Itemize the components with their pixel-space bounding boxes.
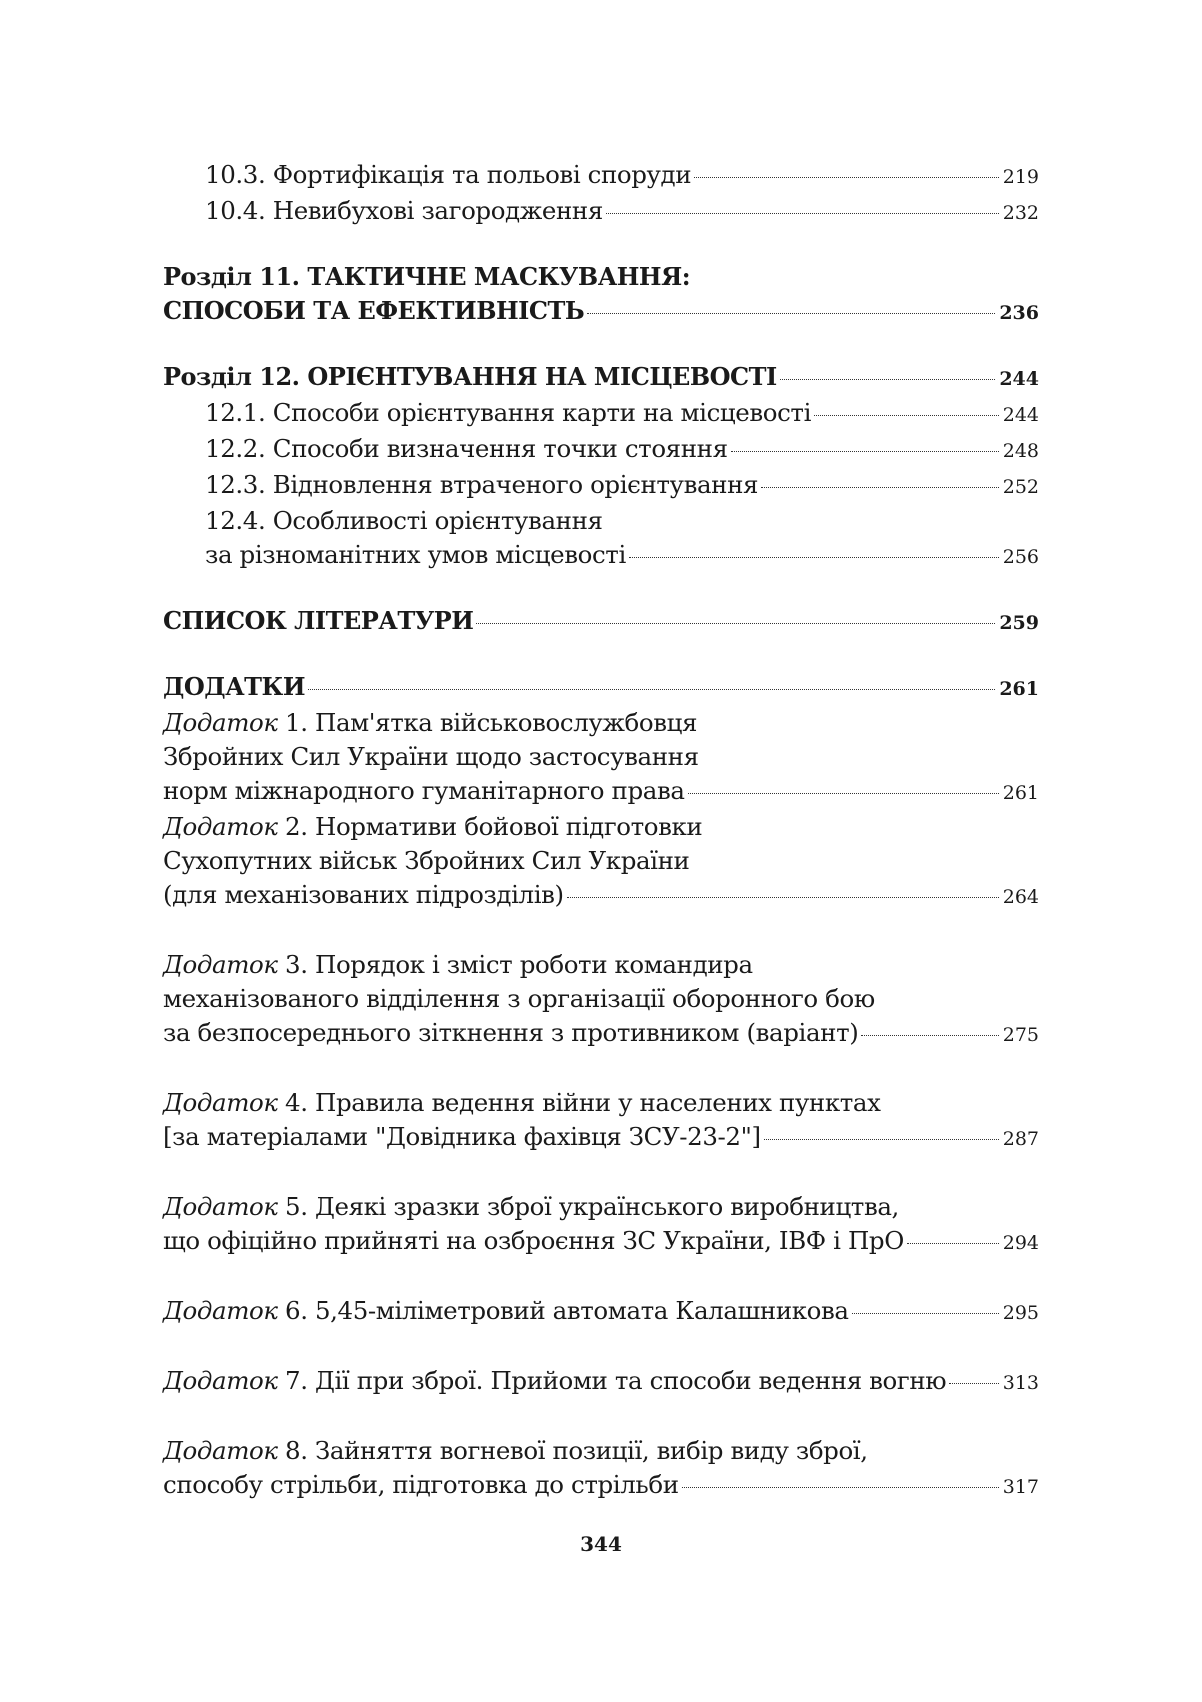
appendix-label: Додаток xyxy=(163,1366,278,1395)
page-ref: 219 xyxy=(1002,166,1039,188)
entry-title: СПИСОК ЛІТЕРАТУРИ xyxy=(163,606,474,635)
appendix-label: Додаток xyxy=(163,708,278,737)
entry-title-line-1: 7. Дії при зброї. Прийоми та способи ведення вогню xyxy=(277,1366,947,1395)
leader-dots xyxy=(629,557,999,558)
leader-dots xyxy=(587,313,995,314)
leader-dots xyxy=(682,1487,999,1488)
page-ref: 252 xyxy=(1002,476,1039,498)
leader-dots xyxy=(308,689,995,690)
page-ref: 259 xyxy=(999,612,1039,634)
entry-title-line-2: Сухопутних військ Збройних Сил України xyxy=(163,846,690,875)
toc-entry-12-1[interactable] xyxy=(163,396,1039,432)
leader-dots xyxy=(731,451,999,452)
appendix-label: Додаток xyxy=(163,812,278,841)
toc-entry-appendix-2[interactable] xyxy=(163,810,1039,914)
page-ref: 275 xyxy=(1002,1024,1039,1046)
appendix-label: Додаток xyxy=(163,950,278,979)
leader-dots xyxy=(852,1313,999,1314)
leader-dots xyxy=(688,793,999,794)
entry-title-line-3: за безпосереднього зіткнення з противником (варіант) xyxy=(163,1018,859,1047)
leader-dots xyxy=(814,415,999,416)
entry-title-line-2: механізованого відділення з організації оборонного бою xyxy=(163,984,875,1013)
toc-entry-12-3[interactable] xyxy=(163,468,1039,504)
toc-entry-appendix-1[interactable] xyxy=(163,706,1039,810)
toc-entry-appendix-4[interactable] xyxy=(163,1086,1039,1156)
leader-dots xyxy=(907,1243,999,1244)
entry-title-line-2: за різноманітних умов місцевості xyxy=(205,540,626,569)
leader-dots xyxy=(476,623,995,624)
entry-title-line-1: 4. Правила ведення війни у населених пунктах xyxy=(277,1088,881,1117)
entry-title: 10.3. Фортифікація та польові споруди xyxy=(205,160,692,189)
page-number: 344 xyxy=(580,1532,622,1556)
entry-title-line-2: що офіційно прийняті на озброєння ЗС України, ІВФ і ПрО xyxy=(163,1226,904,1255)
toc-entry-10-3[interactable] xyxy=(163,158,1039,194)
toc-entry-appendix-8[interactable] xyxy=(163,1434,1039,1504)
page-ref: 236 xyxy=(999,302,1039,324)
entry-title-line-1: 2. Нормативи бойової підготовки xyxy=(277,812,703,841)
toc-entry-appendix-5[interactable] xyxy=(163,1190,1039,1260)
page-ref: 244 xyxy=(1002,404,1039,426)
page-ref: 313 xyxy=(1002,1372,1039,1394)
entry-title-line-2: способу стрільби, підготовка до стрільби xyxy=(163,1470,679,1499)
entry-title: ДОДАТКИ xyxy=(163,672,305,701)
leader-dots xyxy=(764,1139,999,1140)
entry-title: 12.1. Способи орієнтування карти на місцевості xyxy=(205,398,812,427)
toc-entry-12-2[interactable] xyxy=(163,432,1039,468)
entry-title-line-1: 3. Порядок і зміст роботи командира xyxy=(277,950,753,979)
entry-title-line-3: норм міжнародного гуманітарного права xyxy=(163,776,685,805)
table-of-contents xyxy=(163,158,1039,1504)
page-ref: 264 xyxy=(1002,886,1039,908)
toc-entry-chapter-12[interactable] xyxy=(163,360,1039,396)
entry-title: 12.3. Відновлення втраченого орієнтування xyxy=(205,470,759,499)
page-ref: 256 xyxy=(1002,546,1039,568)
toc-entry-literature[interactable] xyxy=(163,604,1039,640)
entry-title-line-2: Збройних Сил України щодо застосування xyxy=(163,742,699,771)
entry-title-line-1: 6. 5,45-міліметровий автомата Калашникова xyxy=(277,1296,849,1325)
leader-dots xyxy=(761,487,999,488)
entry-title: 10.4. Невибухові загородження xyxy=(205,196,603,225)
toc-entry-appendix-3[interactable] xyxy=(163,948,1039,1052)
entry-title: 12.2. Способи визначення точки стояння xyxy=(205,434,728,463)
toc-entry-12-4[interactable] xyxy=(163,504,1039,574)
toc-entry-appendix-7[interactable] xyxy=(163,1364,1039,1400)
appendix-label: Додаток xyxy=(163,1088,278,1117)
entry-title-line-1: 5. Деякі зразки зброї українського виробництва, xyxy=(277,1192,899,1221)
page-ref: 261 xyxy=(999,678,1039,700)
leader-dots xyxy=(949,1383,999,1384)
entry-title: Розділ 12. ОРІЄНТУВАННЯ НА МІСЦЕВОСТІ xyxy=(163,362,777,391)
toc-entry-chapter-11[interactable] xyxy=(163,260,1039,330)
appendix-label: Додаток xyxy=(163,1296,278,1325)
entry-title-line-1: 12.4. Особливості орієнтування xyxy=(205,506,603,535)
toc-entry-appendix-6[interactable] xyxy=(163,1294,1039,1330)
page-ref: 232 xyxy=(1002,202,1039,224)
entry-title-line-1: 1. Пам'ятка військовослужбовця xyxy=(277,708,698,737)
leader-dots xyxy=(780,379,996,380)
entry-title-line-1: Розділ 11. ТАКТИЧНЕ МАСКУВАННЯ: xyxy=(163,262,691,291)
page-ref: 294 xyxy=(1002,1232,1039,1254)
appendix-label: Додаток xyxy=(163,1436,278,1465)
page-ref: 317 xyxy=(1002,1476,1039,1498)
leader-dots xyxy=(861,1035,998,1036)
leader-dots xyxy=(606,213,999,214)
appendix-label: Додаток xyxy=(163,1192,278,1221)
leader-dots xyxy=(694,177,999,178)
entry-title-line-1: 8. Зайняття вогневої позиції, вибір виду зброї, xyxy=(277,1436,868,1465)
toc-entry-appendices[interactable] xyxy=(163,670,1039,706)
entry-title-line-3: (для механізованих підрозділів) xyxy=(163,880,564,909)
entry-title-line-2: СПОСОБИ ТА ЕФЕКТИВНІСТЬ xyxy=(163,296,585,325)
page-ref: 295 xyxy=(1002,1302,1039,1324)
page-ref: 261 xyxy=(1002,782,1039,804)
page-ref: 244 xyxy=(999,368,1039,390)
toc-entry-10-4[interactable] xyxy=(163,194,1039,230)
entry-title-line-2: [за матеріалами "Довідника фахівця ЗСУ-23-2"] xyxy=(163,1122,761,1151)
page-ref: 287 xyxy=(1002,1128,1039,1150)
page-ref: 248 xyxy=(1002,440,1039,462)
leader-dots xyxy=(567,897,999,898)
